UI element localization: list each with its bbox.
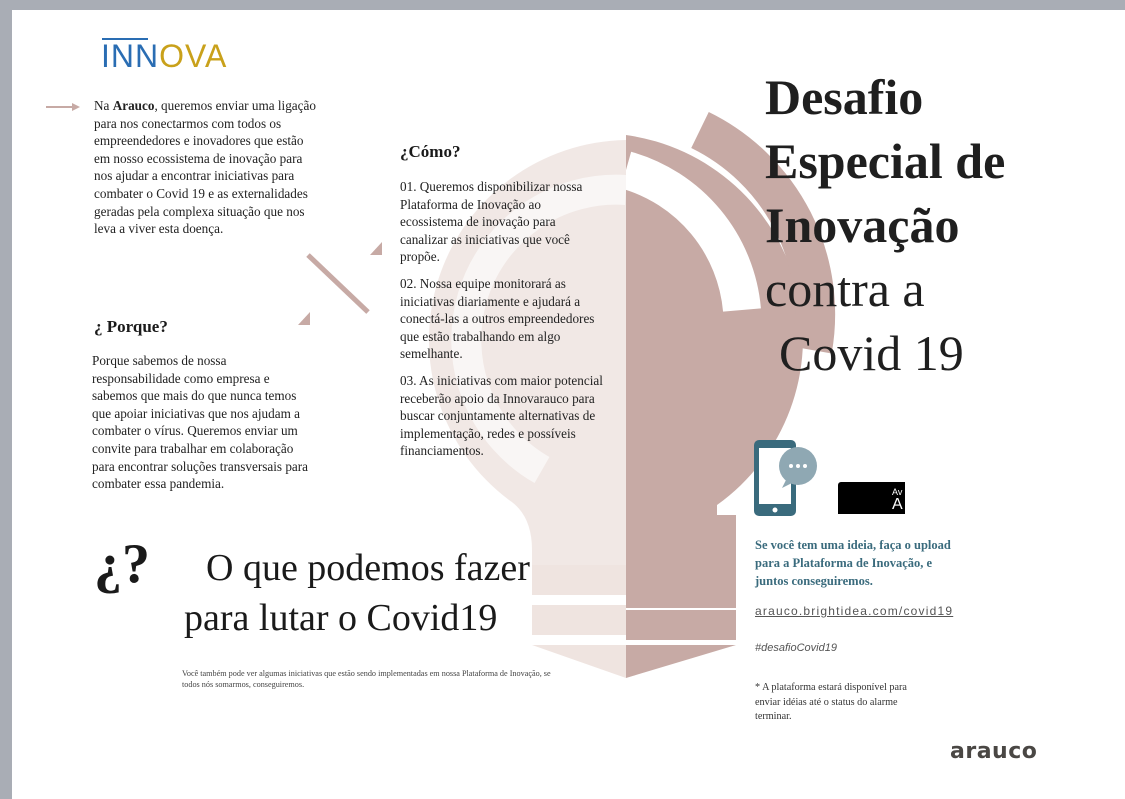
como-item: 03. As iniciativas com maior potencial receberão apoio da Innovarauco para buscar conjuntamente alternativas de implementação, redes e possíveis financiamentos.: [400, 372, 603, 459]
porque-heading: ¿ Porque?: [94, 317, 168, 336]
porque-paragraph: Porque sabemos de nossa responsabilidade como empresa e sabemos que mais do que nunca temos que apoiar iniciativas que nos ajudam a combater o vírus. Queremos enviar um convite para trabalhar em colaboração para encontrar soluções transversais para combater essa pandemia.: [92, 353, 309, 492]
phone-chat-icon: [752, 438, 822, 520]
question-text: O que podemos fazer para lutar o Covid19: [184, 547, 530, 639]
app-store-badge[interactable]: Av A: [838, 482, 905, 514]
availability-footnote: * A plataforma estará disponível para enviar idéias até o status do alarme terminar.: [755, 682, 907, 722]
hashtag: #desafioCovid19: [755, 642, 837, 654]
arauco-logo: arauco: [950, 739, 1038, 764]
platform-note: Você também pode ver algumas iniciativas que estão sendo implementadas em nossa Plataforma de Inovação, se todos nós somarmos, conseguiremos.: [182, 669, 551, 689]
ray-line: [308, 255, 368, 312]
main-title: Desafio Especial de Inovação contra a Covid 19: [765, 69, 1006, 381]
arrow-right-icon: [46, 102, 82, 112]
cta-text: Se você tem uma ideia, faça o upload para a Plataforma de Inovação, e juntos conseguiremos.: [755, 538, 951, 588]
como-list: [400, 178, 605, 469]
como-item: 02. Nossa equipe monitorará as iniciativas diariamente e ajudará a conectá-las a outros empreendedores que estão trabalhando em algo semelhante.: [400, 275, 595, 362]
question-mark: ¿?: [94, 533, 150, 595]
ray-tick-bottom: [298, 312, 310, 325]
flyer-page: [12, 10, 1125, 799]
apple-icon: [847, 486, 864, 510]
company-name: Arauco: [112, 98, 155, 113]
como-item: 01. Queremos disponibilizar nossa Plataforma de Inovação ao ecossistema de inovação para canalizar as iniciativas que você propõe.: [400, 179, 583, 265]
como-heading: ¿Cómo?: [400, 142, 461, 161]
ray-tick-top: [370, 242, 382, 255]
intro-paragraph: Na Arauco, queremos enviar uma ligação para nos conectarmos com todos os empreendedores e inovadores que estão em nosso ecossistema de inovação para nos ajudar a encontrar iniciativas para combater o Covid 19 e as externalidades geradas pela complexa situação que nos leva a viver esta doença.: [94, 98, 316, 237]
platform-link[interactable]: arauco.brightidea.com/covid19: [755, 604, 954, 618]
innova-logo: INNOVA: [101, 38, 228, 74]
